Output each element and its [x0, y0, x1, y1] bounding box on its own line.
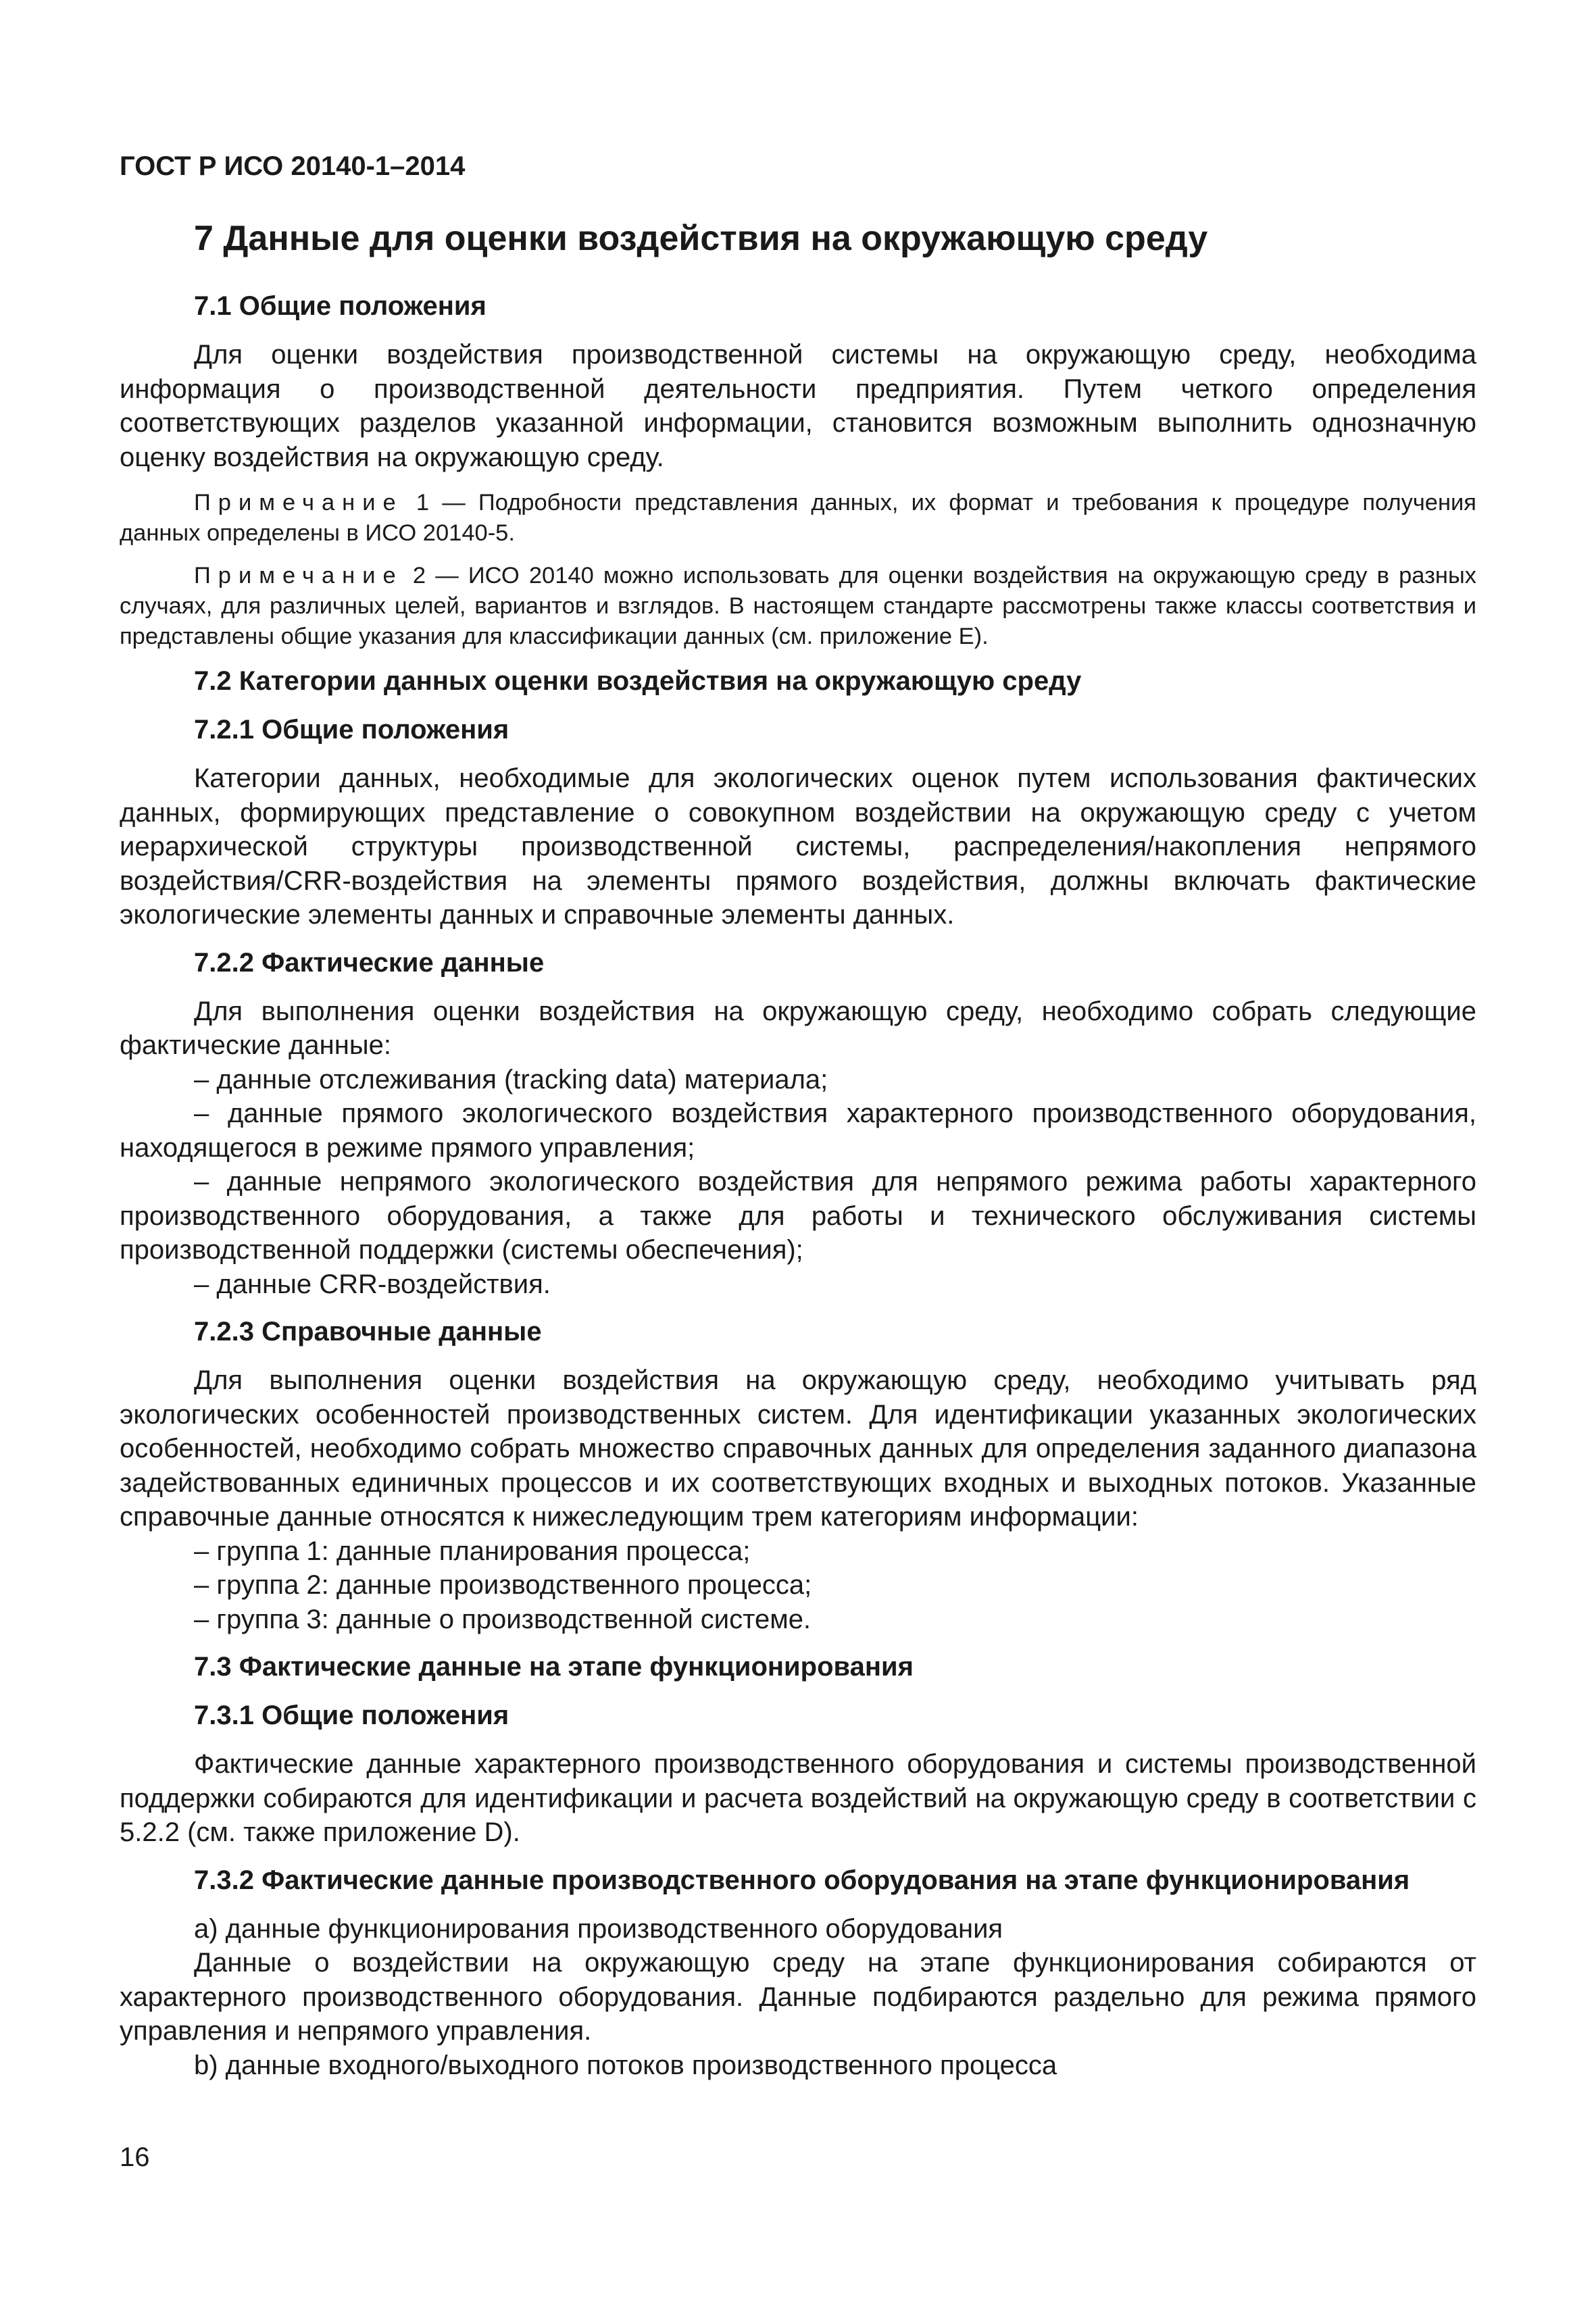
subsection-7-2-heading: 7.2 Категории данных оценки воздействия на окружающую среду	[194, 666, 1082, 697]
subsection-7-3-1-heading: 7.3.1 Общие положения	[194, 1701, 509, 1731]
list-item: – группа 2: данные производственного процесса;	[194, 1570, 812, 1601]
paragraph-7-3-2: Данные о воздействии на окружающую среду на этапе функционирования собираются от характерного производственного оборудования. Данные подбираются раздельно для режима прямого управления и непрямого управления.	[120, 1948, 1476, 2046]
list-item-b: b) данные входного/выходного потоков производственного процесса	[194, 2050, 1057, 2080]
note-2	[120, 561, 1476, 652]
document-id-header: ГОСТ Р ИСО 20140-1–2014	[120, 151, 466, 181]
note-1	[120, 488, 1476, 549]
note-2-text: 2 — ИСО 20140 можно использовать для оценки воздействия на окружающую среду в разных случаях, для различных целей, вариантов и взглядов. В настоящем стандарте рассмотрены также классы соответствия и представлены общие указания для классификации данных (см. приложение Е).	[120, 563, 1476, 650]
list-item-a: а) данные функционирования производственного оборудования	[194, 1913, 1003, 1944]
paragraph-7-2-3-intro: Для выполнения оценки воздействия на окружающую среду, необходимо учитывать ряд экологических особенностей производственных систем. Для идентификации указанных экологических особенностей, необходимо собрать множество справочных данных для определения заданного диапазона задействованных единичных процессов и их соответствующих входных и выходных потоков. Указанные справочные данные относятся к нижеследующим трем категориям информации:	[120, 1365, 1476, 1532]
page-content	[120, 150, 1476, 2082]
list-item: – группа 1: данные планирования процесса;	[194, 1536, 751, 1566]
subsection-7-3-2-heading: 7.3.2 Фактические данные производственного оборудования на этапе функционирования	[194, 1865, 1410, 1895]
note-2-label: Примечание	[194, 563, 403, 589]
paragraph-7-3-1: Фактические данные характерного производственного оборудования и системы производственной поддержки собираются для идентификации и расчета воздействий на окружающую среду в соответствии с 5.2.2 (см. также приложение D).	[120, 1749, 1476, 1848]
subsection-7-2-1-heading: 7.2.1 Общие положения	[194, 715, 509, 745]
subsection-7-2-3-heading: 7.2.3 Справочные данные	[194, 1317, 542, 1347]
note-1-label: Примечание	[194, 490, 403, 516]
note-1-text: 1 — Подробности представления данных, их формат и требования к процедуре получения данных определены в ИСО 20140-5.	[120, 490, 1476, 547]
subsection-7-1-heading: 7.1 Общие положения	[194, 291, 487, 322]
paragraph-7-1: Для оценки воздействия производственной системы на окружающую среду, необходима информация о производственной деятельности предприятия. Путем четкого определения соответствующих разделов указанной информации, становится возможным выполнить однозначную оценку воздействия на окружающую среду.	[120, 340, 1476, 472]
list-item: – данные CRR-воздействия.	[194, 1269, 551, 1299]
paragraph-7-2-2-intro: Для выполнения оценки воздействия на окружающую среду, необходимо собрать следующие фактические данные:	[120, 996, 1476, 1061]
subsection-7-2-2-heading: 7.2.2 Фактические данные	[194, 947, 545, 978]
section-7-heading: 7 Данные для оценки воздействия на окружающую среду	[194, 219, 1208, 258]
page-number: 16	[120, 2142, 150, 2172]
list-item: – данные отслеживания (tracking data) материала;	[194, 1064, 828, 1095]
list-item: – данные прямого экологического воздействия характерного производственного оборудования, находящегося в режиме прямого управления;	[120, 1099, 1476, 1163]
paragraph-7-2-1: Категории данных, необходимые для экологических оценок путем использования фактических данных, формирующих представление о совокупном воздействии на окружающую среду с учетом иерархической структуры производственной системы, распределения/накопления непрямого воздействия/CRR-воздействия на элементы прямого воздействия, должны включать фактические экологические элементы данных и справочные элементы данных.	[120, 763, 1476, 930]
list-item: – данные непрямого экологического воздействия для непрямого режима работы характерного производственного оборудования, а также для работы и технического обслуживания системы производственной поддержки (системы обеспечения);	[120, 1167, 1476, 1265]
subsection-7-3-heading: 7.3 Фактические данные на этапе функционирования	[194, 1652, 914, 1682]
list-item: – группа 3: данные о производственной системе.	[194, 1604, 812, 1634]
